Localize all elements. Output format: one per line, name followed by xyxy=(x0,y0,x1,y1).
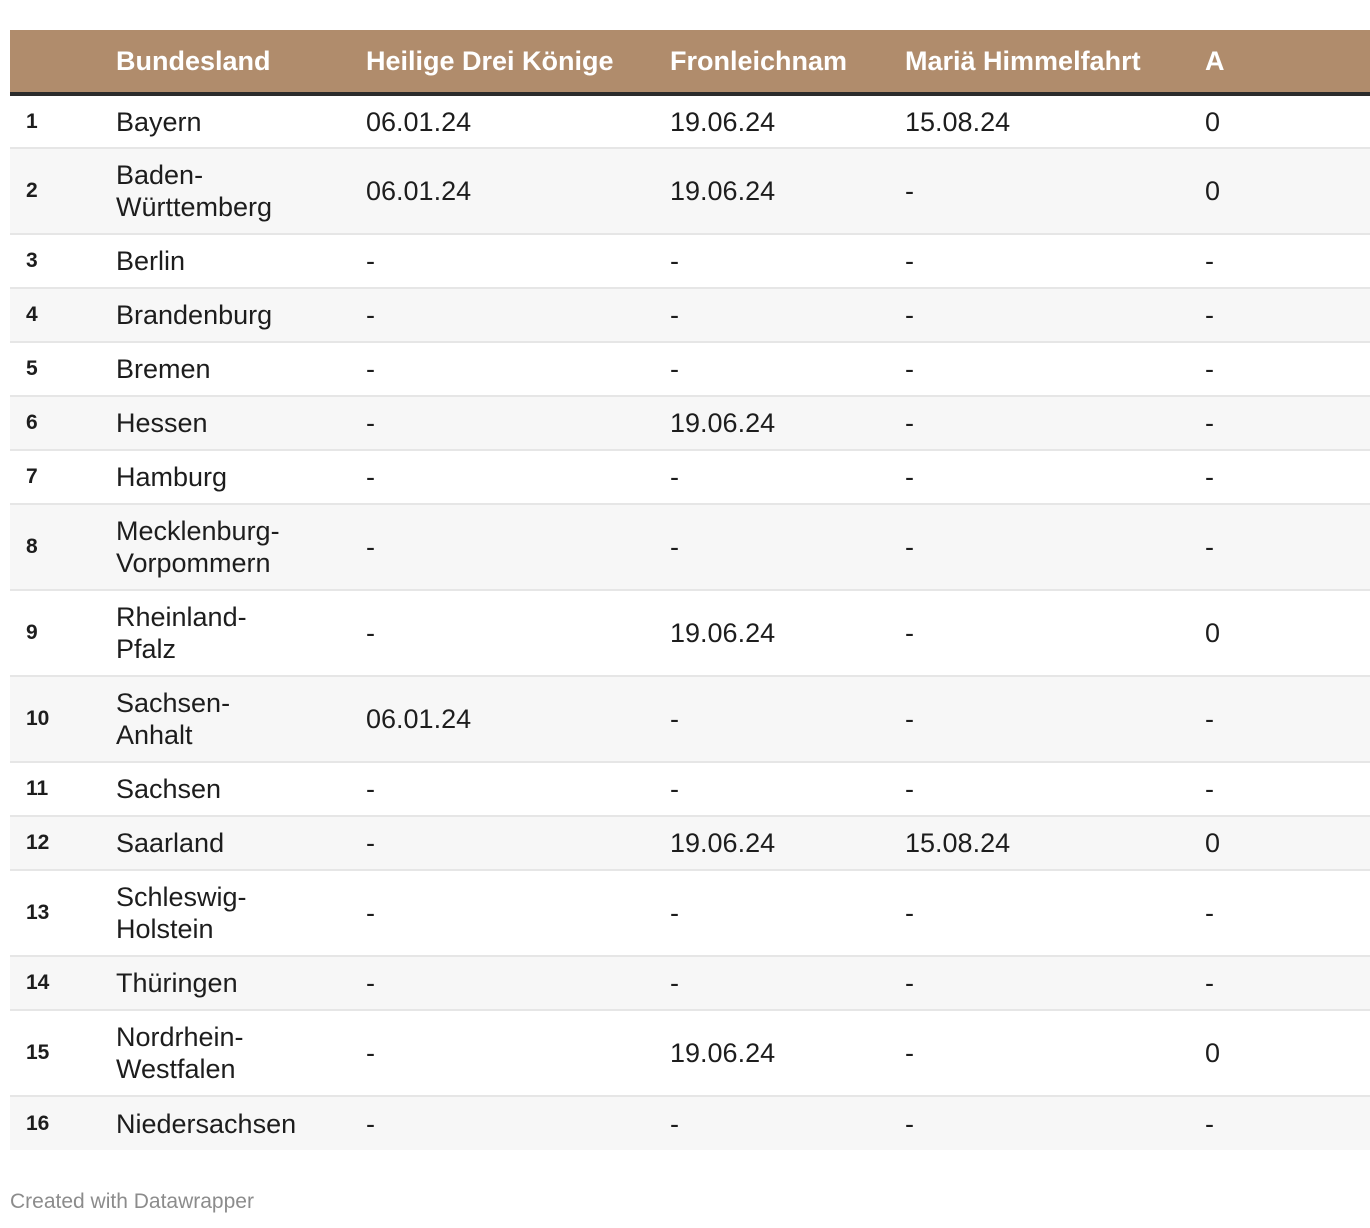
fronleichnam-date: - xyxy=(670,762,905,816)
heilige-drei-koenige-date: - xyxy=(366,1096,670,1150)
mariae-himmelfahrt-date: 15.08.24 xyxy=(905,816,1205,870)
bundesland-name: Sachsen xyxy=(116,762,366,816)
mariae-himmelfahrt-column-header: Mariä Himmelfahrt xyxy=(905,30,1205,94)
mariae-himmelfahrt-date: - xyxy=(905,676,1205,762)
bundesland-name: Hamburg xyxy=(116,450,366,504)
bundesland-column-header: Bundesland xyxy=(116,30,366,94)
bundesland-name: Bremen xyxy=(116,342,366,396)
table-row xyxy=(10,342,1370,396)
truncated-cell: - xyxy=(1205,288,1370,342)
bundesland-name-part: Sachsen- xyxy=(116,688,231,718)
row-index: 13 xyxy=(10,870,116,956)
fronleichnam-date: - xyxy=(670,1096,905,1150)
mariae-himmelfahrt-date: - xyxy=(905,762,1205,816)
truncated-cell: 0 xyxy=(1205,1010,1370,1096)
fronleichnam-date: - xyxy=(670,870,905,956)
bundesland-name: Berlin xyxy=(116,234,366,288)
heilige-drei-koenige-date: - xyxy=(366,396,670,450)
row-index: 10 xyxy=(10,676,116,762)
fronleichnam-date: 19.06.24 xyxy=(670,396,905,450)
truncated-cell: - xyxy=(1205,956,1370,1010)
table-row xyxy=(10,450,1370,504)
row-index: 9 xyxy=(10,590,116,676)
heilige-drei-koenige-date: - xyxy=(366,1010,670,1096)
truncated-cell: - xyxy=(1205,1096,1370,1150)
header-row xyxy=(10,30,1370,94)
mariae-himmelfahrt-date: - xyxy=(905,956,1205,1010)
bundesland-name xyxy=(116,676,366,762)
truncated-cell: - xyxy=(1205,870,1370,956)
bundesland-name: Hessen xyxy=(116,396,366,450)
row-index: 12 xyxy=(10,816,116,870)
truncated-cell: - xyxy=(1205,762,1370,816)
heilige-drei-koenige-date: - xyxy=(366,590,670,676)
heilige-drei-koenige-date: - xyxy=(366,504,670,590)
index-column-header xyxy=(10,30,116,94)
row-index: 15 xyxy=(10,1010,116,1096)
mariae-himmelfahrt-date: 15.08.24 xyxy=(905,94,1205,148)
truncated-cell: 0 xyxy=(1205,816,1370,870)
truncated-column-header: A xyxy=(1205,30,1370,94)
fronleichnam-date: - xyxy=(670,342,905,396)
fronleichnam-date: 19.06.24 xyxy=(670,148,905,234)
truncated-cell: 0 xyxy=(1205,590,1370,676)
mariae-himmelfahrt-date: - xyxy=(905,288,1205,342)
mariae-himmelfahrt-date: - xyxy=(905,342,1205,396)
fronleichnam-date: - xyxy=(670,676,905,762)
bundesland-name-part: Nordrhein- xyxy=(116,1022,244,1052)
bundesland-name-part: Pfalz xyxy=(116,634,177,664)
row-index: 11 xyxy=(10,762,116,816)
footer-credit: Created with Datawrapper xyxy=(10,1190,254,1213)
bundesland-name: Bayern xyxy=(116,94,366,148)
heilige-drei-koenige-date: 06.01.24 xyxy=(366,148,670,234)
bundesland-name xyxy=(116,504,366,590)
truncated-cell: - xyxy=(1205,234,1370,288)
fronleichnam-date: 19.06.24 xyxy=(670,1010,905,1096)
bundesland-name-part: Mecklenburg- xyxy=(116,516,280,546)
table-row xyxy=(10,234,1370,288)
mariae-himmelfahrt-date: - xyxy=(905,870,1205,956)
bundesland-name-part: Vorpommern xyxy=(116,548,271,578)
table-row xyxy=(10,590,1370,676)
bundesland-name-part: Schleswig- xyxy=(116,882,247,912)
row-index: 1 xyxy=(10,94,116,148)
mariae-himmelfahrt-date: - xyxy=(905,396,1205,450)
mariae-himmelfahrt-date: - xyxy=(905,148,1205,234)
heilige-drei-koenige-date: - xyxy=(366,288,670,342)
holiday-table xyxy=(10,30,1370,1150)
bundesland-name: Thüringen xyxy=(116,956,366,1010)
heilige-drei-koenige-date: 06.01.24 xyxy=(366,94,670,148)
truncated-cell: - xyxy=(1205,396,1370,450)
table-header xyxy=(10,30,1370,94)
table-body xyxy=(10,94,1370,1150)
bundesland-name: Brandenburg xyxy=(116,288,366,342)
fronleichnam-date: 19.06.24 xyxy=(670,590,905,676)
bundesland-name xyxy=(116,148,366,234)
table-row xyxy=(10,870,1370,956)
bundesland-name-part: Anhalt xyxy=(116,720,193,750)
heilige-drei-koenige-date: - xyxy=(366,956,670,1010)
fronleichnam-date: - xyxy=(670,956,905,1010)
fronleichnam-date: 19.06.24 xyxy=(670,94,905,148)
fronleichnam-date: - xyxy=(670,504,905,590)
fronleichnam-date: - xyxy=(670,450,905,504)
row-index: 8 xyxy=(10,504,116,590)
fronleichnam-date: - xyxy=(670,288,905,342)
row-index: 5 xyxy=(10,342,116,396)
bundesland-name xyxy=(116,590,366,676)
bundesland-name-part: Holstein xyxy=(116,914,214,944)
table-row xyxy=(10,816,1370,870)
table-row xyxy=(10,762,1370,816)
bundesland-name xyxy=(116,1010,366,1096)
heilige-drei-koenige-date: - xyxy=(366,762,670,816)
truncated-cell: - xyxy=(1205,676,1370,762)
table-row xyxy=(10,396,1370,450)
table-row xyxy=(10,94,1370,148)
table-row xyxy=(10,676,1370,762)
table-row xyxy=(10,148,1370,234)
bundesland-name: Niedersachsen xyxy=(116,1096,366,1150)
fronleichnam-column-header: Fronleichnam xyxy=(670,30,905,94)
mariae-himmelfahrt-date: - xyxy=(905,1096,1205,1150)
bundesland-name-part: Württemberg xyxy=(116,192,273,222)
mariae-himmelfahrt-date: - xyxy=(905,504,1205,590)
heilige-drei-koenige-date: - xyxy=(366,870,670,956)
row-index: 2 xyxy=(10,148,116,234)
row-index: 7 xyxy=(10,450,116,504)
bundesland-name xyxy=(116,870,366,956)
mariae-himmelfahrt-date: - xyxy=(905,450,1205,504)
row-index: 4 xyxy=(10,288,116,342)
table-row xyxy=(10,956,1370,1010)
table-row xyxy=(10,1096,1370,1150)
row-index: 14 xyxy=(10,956,116,1010)
table-row xyxy=(10,504,1370,590)
fronleichnam-date: 19.06.24 xyxy=(670,816,905,870)
heilige-drei-koenige-date: - xyxy=(366,342,670,396)
heilige-drei-koenige-date: - xyxy=(366,816,670,870)
truncated-cell: - xyxy=(1205,342,1370,396)
table-row xyxy=(10,1010,1370,1096)
heilige-drei-koenige-date: - xyxy=(366,450,670,504)
truncated-cell: 0 xyxy=(1205,94,1370,148)
bundesland-name: Saarland xyxy=(116,816,366,870)
row-index: 6 xyxy=(10,396,116,450)
heilige-drei-koenige-date: - xyxy=(366,234,670,288)
bundesland-name-part: Westfalen xyxy=(116,1054,236,1084)
bundesland-name-part: Rheinland- xyxy=(116,602,247,632)
truncated-cell: - xyxy=(1205,450,1370,504)
mariae-himmelfahrt-date: - xyxy=(905,1010,1205,1096)
heilige-drei-koenige-date: 06.01.24 xyxy=(366,676,670,762)
bundesland-name-part: Baden- xyxy=(116,160,204,190)
holiday-table-container xyxy=(10,30,1225,1150)
truncated-cell: 0 xyxy=(1205,148,1370,234)
row-index: 3 xyxy=(10,234,116,288)
row-index: 16 xyxy=(10,1096,116,1150)
truncated-cell: - xyxy=(1205,504,1370,590)
fronleichnam-date: - xyxy=(670,234,905,288)
table-row xyxy=(10,288,1370,342)
mariae-himmelfahrt-date: - xyxy=(905,234,1205,288)
heilige-drei-koenige-column-header: Heilige Drei Könige xyxy=(366,30,670,94)
mariae-himmelfahrt-date: - xyxy=(905,590,1205,676)
